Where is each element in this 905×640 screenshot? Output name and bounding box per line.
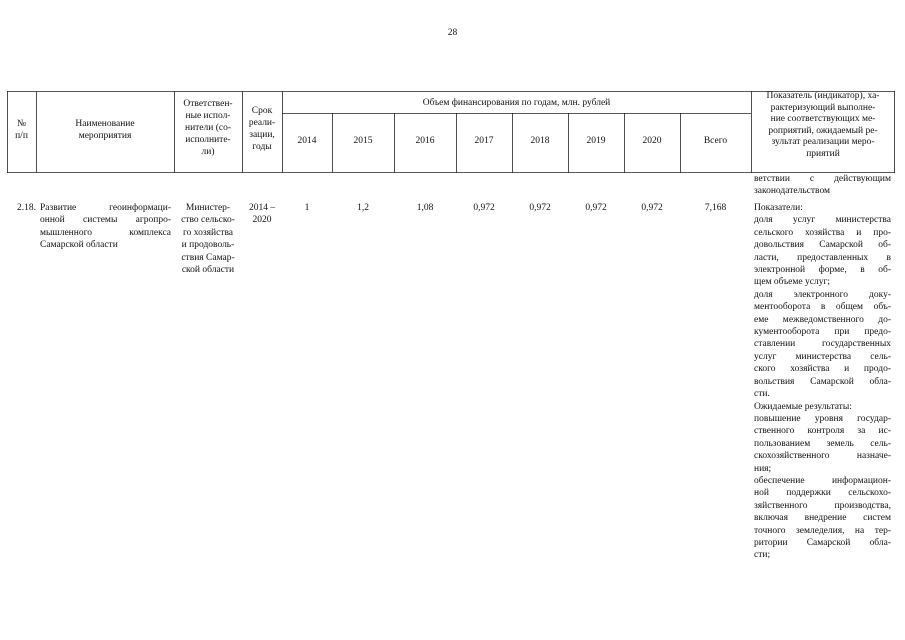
header-year-2017: 2017 [474, 136, 494, 146]
page-number: 28 [447, 28, 458, 38]
header-year-2019: 2019 [586, 136, 606, 146]
row-value-2019: 0,972 [585, 203, 607, 213]
row-term: 2014 – 2020 [248, 203, 276, 226]
header-year-2018: 2018 [530, 136, 550, 146]
header-responsible: Ответствен- ные испол- нители (со- исполните- ли) [183, 99, 233, 157]
row-value-2014: 1 [304, 203, 310, 213]
header-year-2015: 2015 [353, 136, 373, 146]
row-value-2017: 0,972 [473, 203, 495, 213]
row-responsible: Министер- ство сельско- го хозяйства и продоволь- ствия Самар- ской области [181, 203, 235, 276]
row-number: 2.18. [17, 203, 36, 213]
header-indicator: Показатель (индикатор), ха- рактеризующий выполне- ние соответствующих ме- роприятий, ожидаемый ре- зультат реализации меро- приятий [766, 91, 880, 159]
header-number: № п/п [15, 119, 28, 141]
row-value-2016: 1,08 [416, 203, 434, 213]
header-total: Всего [703, 136, 728, 146]
carryover-text: ветствии с действующим законодательством [754, 174, 891, 197]
header-term: Срок реали- зации, годы [248, 106, 276, 152]
row-value-2018: 0,972 [529, 203, 551, 213]
row-value-2020: 0,972 [641, 203, 663, 213]
row-value-total: 7,168 [704, 203, 727, 213]
row-indicator: Показатели: доля услуг министерства сельского хозяйства и про- довольствия Самарской об- ласти, предоставленных в электронной форме, в об- щем объеме услуг; доля электронного доку- ментооборота в общем объ- еме межведомственного до- кументооборота при предо- ставлении государственных услуг министерства сель- ского хозяйства и продо- вольствия Самарской обла- сти. Ожидаемые результаты: повышение уровня государ- ственного контроля за ис- пользованием земель сель- скохозяйственного назначе- ния; обеспечение информацион- ной поддержки сельскохо- зяйственного производства, включая внедрение систем точного земледелия, на тер- ритории Самарской обла- сти; [754, 203, 891, 561]
header-year-2014: 2014 [297, 136, 317, 146]
header-year-2020: 2020 [642, 136, 662, 146]
row-name: Развитие геоинформаци- онной системы агропро- мышленного комплекса Самарской области [40, 203, 171, 251]
header-financing: Объем финансирования по годам, млн. рублей [422, 98, 611, 108]
header-name: Наименование мероприятия [75, 119, 135, 141]
header-year-2016: 2016 [415, 136, 435, 146]
row-value-2015: 1,2 [357, 203, 369, 213]
